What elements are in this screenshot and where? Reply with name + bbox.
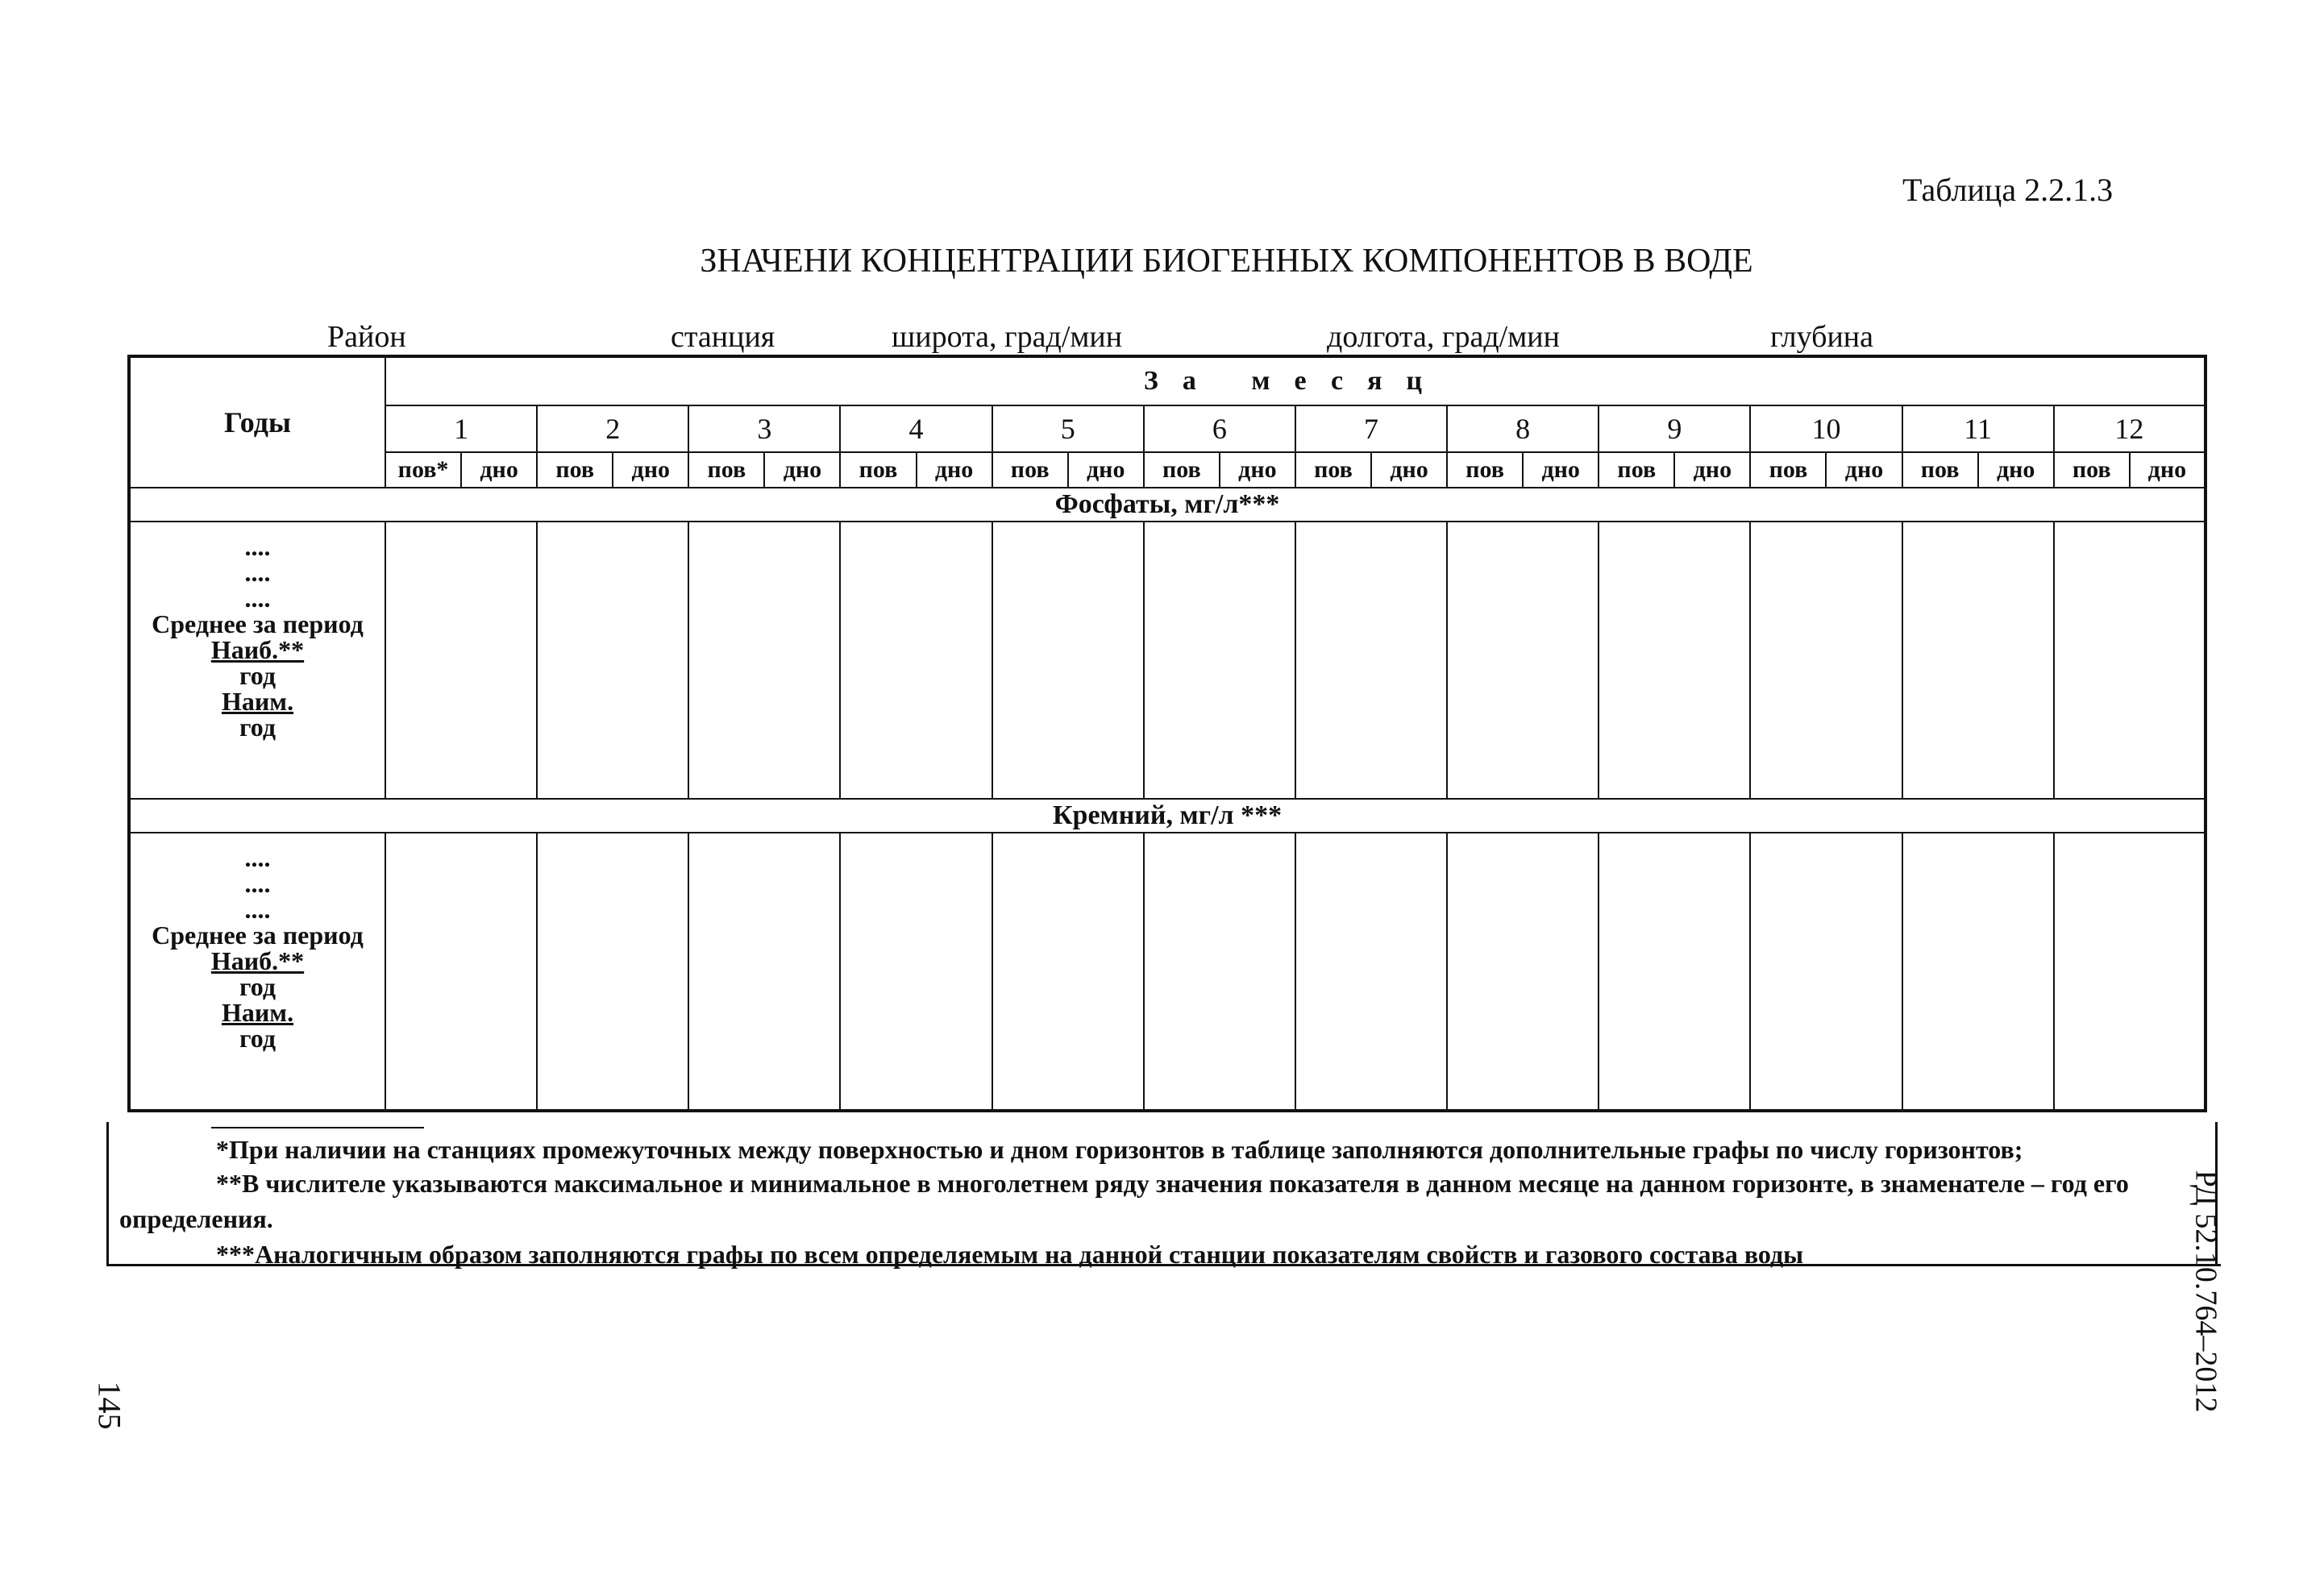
value-cell (688, 833, 840, 1111)
value-cell (2054, 522, 2206, 799)
month-header-9: 9 (1599, 405, 1750, 452)
surface-subheader: пов (1902, 452, 1978, 488)
value-cell (385, 833, 537, 1111)
table-number: Таблица 2.2.1.3 (1902, 172, 2114, 208)
surface-subheader: пов (1750, 452, 1826, 488)
bottom-subheader: дно (764, 452, 840, 488)
value-cell (840, 833, 992, 1111)
years-row-label: Среднее за период (152, 609, 364, 638)
surface-subheader: пов (1144, 452, 1220, 488)
month-header-3: 3 (688, 405, 840, 452)
bottom-subheader: дно (1826, 452, 1902, 488)
value-cell (992, 833, 1144, 1111)
bottom-subheader: дно (917, 452, 992, 488)
value-cell (1144, 833, 1295, 1111)
concentration-table (127, 355, 2207, 1112)
value-cell (1902, 833, 2054, 1111)
month-header-2: 2 (537, 405, 688, 452)
years-row-label: Наим. (221, 687, 294, 716)
value-cell (1750, 522, 1902, 799)
years-row-label: год (239, 972, 276, 1001)
surface-subheader: пов (1447, 452, 1523, 488)
month-header-12: 12 (2054, 405, 2206, 452)
footnote-1: *При наличии на станциях промежуточных между поверхностью и дном горизонтов в таблице заполняются дополнительные графы по числу горизонтов; (216, 1135, 2023, 1164)
years-header: Годы (129, 356, 385, 488)
value-cell (1599, 522, 1750, 799)
longitude-label: долгота, град/мин (1327, 320, 1560, 354)
value-cell (537, 833, 688, 1111)
station-label: станция (671, 320, 775, 354)
latitude-label: широта, град/мин (892, 320, 1123, 354)
value-cell (1144, 522, 1295, 799)
bottom-subheader: дно (461, 452, 537, 488)
month-header-11: 11 (1902, 405, 2054, 452)
years-row-label: Наиб.** (210, 946, 305, 975)
years-row-label: .... (244, 869, 271, 898)
region-label: Район (327, 320, 406, 354)
month-header-8: 8 (1447, 405, 1599, 452)
years-row-label: .... (244, 532, 271, 561)
surface-subheader: пов (840, 452, 916, 488)
years-row-label: .... (244, 895, 271, 924)
value-cell (1295, 522, 1447, 799)
years-cell (129, 522, 385, 799)
years-row-label: год (239, 661, 276, 690)
value-cell (1295, 833, 1447, 1111)
years-row-label: год (239, 1024, 276, 1053)
years-row-label: Среднее за период (152, 921, 364, 950)
years-row-label: .... (244, 584, 271, 613)
value-cell (1902, 522, 2054, 799)
footnote-3: ***Аналогичным образом заполняются графы по всем определяемым на данной станции показателям свойств и газового состава воды (216, 1240, 1804, 1269)
document-code: РД 52.10.764–2012 (2189, 1170, 2223, 1413)
years-row-label: Наим. (221, 998, 294, 1027)
month-header-1: 1 (385, 405, 537, 452)
value-cell (1750, 833, 1902, 1111)
surface-subheader: пов (537, 452, 613, 488)
surface-subheader: пов (2054, 452, 2130, 488)
bottom-subheader: дно (1523, 452, 1599, 488)
value-cell (688, 522, 840, 799)
month-header-7: 7 (1295, 405, 1447, 452)
surface-subheader: пов (1295, 452, 1371, 488)
month-header-4: 4 (840, 405, 992, 452)
years-row-label: Наиб.** (210, 635, 305, 664)
bottom-subheader: дно (1978, 452, 2054, 488)
bottom-subheader: дно (613, 452, 688, 488)
section-title: Кремний, мг/л *** (129, 799, 2206, 833)
value-cell (537, 522, 688, 799)
years-row-label: .... (244, 843, 271, 872)
bottom-subheader: дно (1220, 452, 1295, 488)
document-title: ЗНАЧЕНИ КОНЦЕНТРАЦИИ БИОГЕННЫХ КОМПОНЕНТОВ В ВОДЕ (700, 243, 1753, 280)
depth-label: глубина (1770, 320, 1873, 354)
footnote-2: **В числителе указываются максимальное и минимальное в многолетнем ряду значения показателя в данном месяце на данном горизонте, в знаменателе – год его определения. (119, 1169, 2129, 1233)
surface-subheader: пов (992, 452, 1068, 488)
bottom-subheader: дно (1371, 452, 1447, 488)
footnote-rule (211, 1127, 424, 1128)
years-row-label: .... (244, 558, 271, 587)
bottom-subheader: дно (1674, 452, 1750, 488)
surface-subheader: пов (1599, 452, 1674, 488)
value-cell (992, 522, 1144, 799)
value-cell (385, 522, 537, 799)
bottom-subheader: дно (2130, 452, 2206, 488)
section-title: Фосфаты, мг/л*** (129, 488, 2206, 522)
years-row-label: год (239, 713, 276, 742)
value-cell (840, 522, 992, 799)
value-cell (1599, 833, 1750, 1111)
years-cell (129, 833, 385, 1111)
surface-subheader: пов (688, 452, 764, 488)
month-header-6: 6 (1144, 405, 1295, 452)
bottom-subheader: дно (1068, 452, 1144, 488)
month-header-10: 10 (1750, 405, 1902, 452)
page-number: 145 (91, 1381, 128, 1430)
value-cell (1447, 833, 1599, 1111)
value-cell (2054, 833, 2206, 1111)
value-cell (1447, 522, 1599, 799)
month-header: За месяц (385, 356, 2206, 405)
surface-subheader: пов* (385, 452, 461, 488)
month-header-5: 5 (992, 405, 1144, 452)
